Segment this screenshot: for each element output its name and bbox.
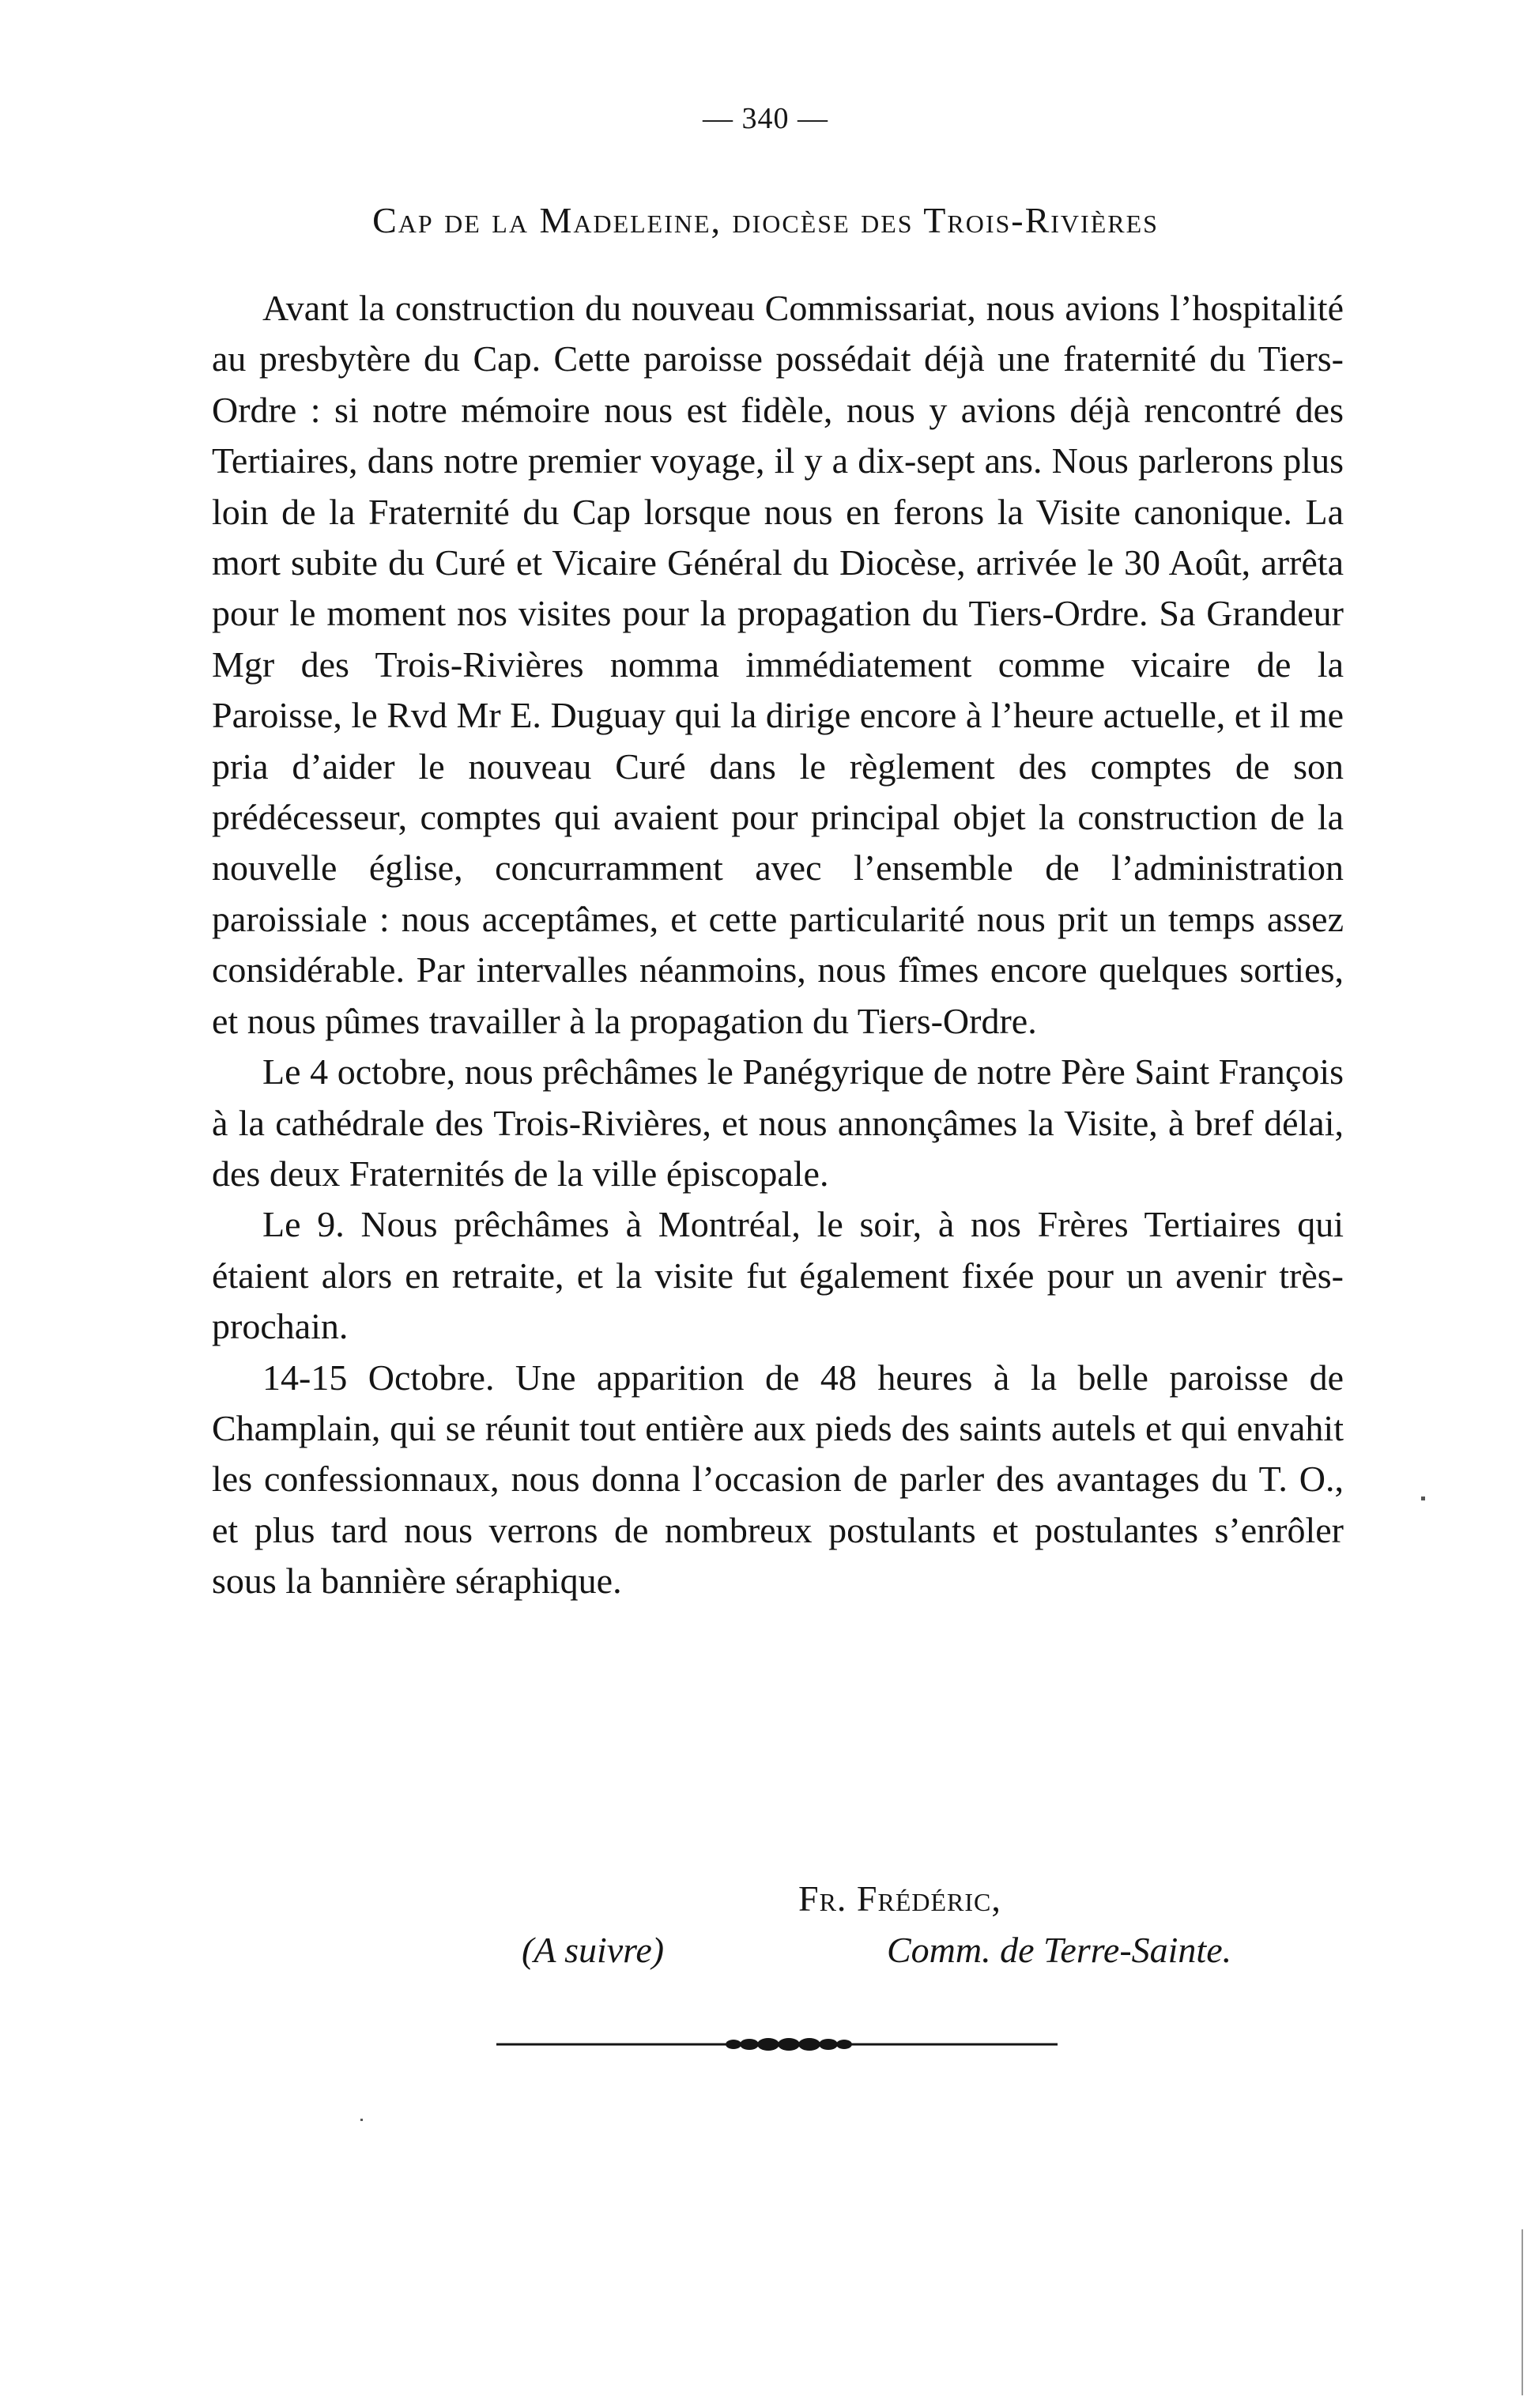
paragraph: Avant la construction du nouveau Commissariat, nous avions l’hospitalité au presbytère du Cap. Cette paroisse possédait déjà une fraternité du Tiers-Ordre : si notre mémoire nous est fidèle, nous y avions déjà rencontré des Tertiaires, dans notre premier voyage, il y a dix-sept ans. Nous parlerons plus loin de la Fraternité du Cap lorsque nous en ferons la Visite canonique. La mort subite du Curé et Vicaire Général du Diocèse, arrivée le 30 Août, arrêta pour le moment nos visites pour la propagation du Tiers-Ordre. Sa Grandeur Mgr des Trois-Rivières nomma immédiatement comme vicaire de la Paroisse, le Rvd Mr E. Duguay qui la dirige encore à l’heure actuelle, et il me pria d’aider le nouveau Curé dans le règlement des comptes de son prédécesseur, comptes qui avaient pour principal objet la construction de la nouvelle église, concurramment avec l’ensemble de l’administration paroissiale : nous acceptâmes, et cette particularité nous prit un temps assez considérable. Par intervalles néanmoins, nous fîmes encore quelques sorties, et nous pûmes travailler à la propagation du Tiers-Ordre. bbox=[212, 288, 1344, 1041]
print-speck bbox=[1522, 2229, 1523, 2395]
author-affiliation: Comm. de Terre-Sainte. bbox=[887, 1930, 1232, 1970]
paragraph: Le 4 octobre, nous prêchâmes le Panégyrique de notre Père Saint François à la cathédrale des Trois-Rivières, et nous annonçâmes la Visite, à bref délai, des deux Fraternités de la ville épiscopale. bbox=[212, 1051, 1344, 1194]
to-be-continued-note: (A suivre) bbox=[522, 1930, 665, 1970]
section-header: Cap de la Madeleine, diocèse des Trois-Rivières bbox=[372, 200, 1159, 240]
body-text bbox=[212, 283, 1344, 1607]
ornament-divider-icon bbox=[496, 2035, 1058, 2054]
paragraph: Le 9. Nous prêchâmes à Montréal, le soir, à nos Frères Tertiaires qui étaient alors en retraite, et la visite fut également fixée pour un avenir très-prochain. bbox=[212, 1204, 1344, 1347]
print-speck bbox=[360, 2119, 363, 2121]
page-number: — 340 — bbox=[703, 102, 828, 135]
author-signature: Fr. Frédéric, bbox=[798, 1878, 1001, 1919]
print-speck bbox=[1421, 1497, 1425, 1500]
paragraph: 14-15 Octobre. Une apparition de 48 heures à la belle paroisse de Champlain, qui se réunit tout entière aux pieds des saints autels et qui envahit les confessionnaux, nous donna l’occasion de parler des avantages du T. O., et plus tard nous verrons de nombreux postulants et postulantes s’enrôler sous la bannière séraphique. bbox=[212, 1357, 1344, 1602]
